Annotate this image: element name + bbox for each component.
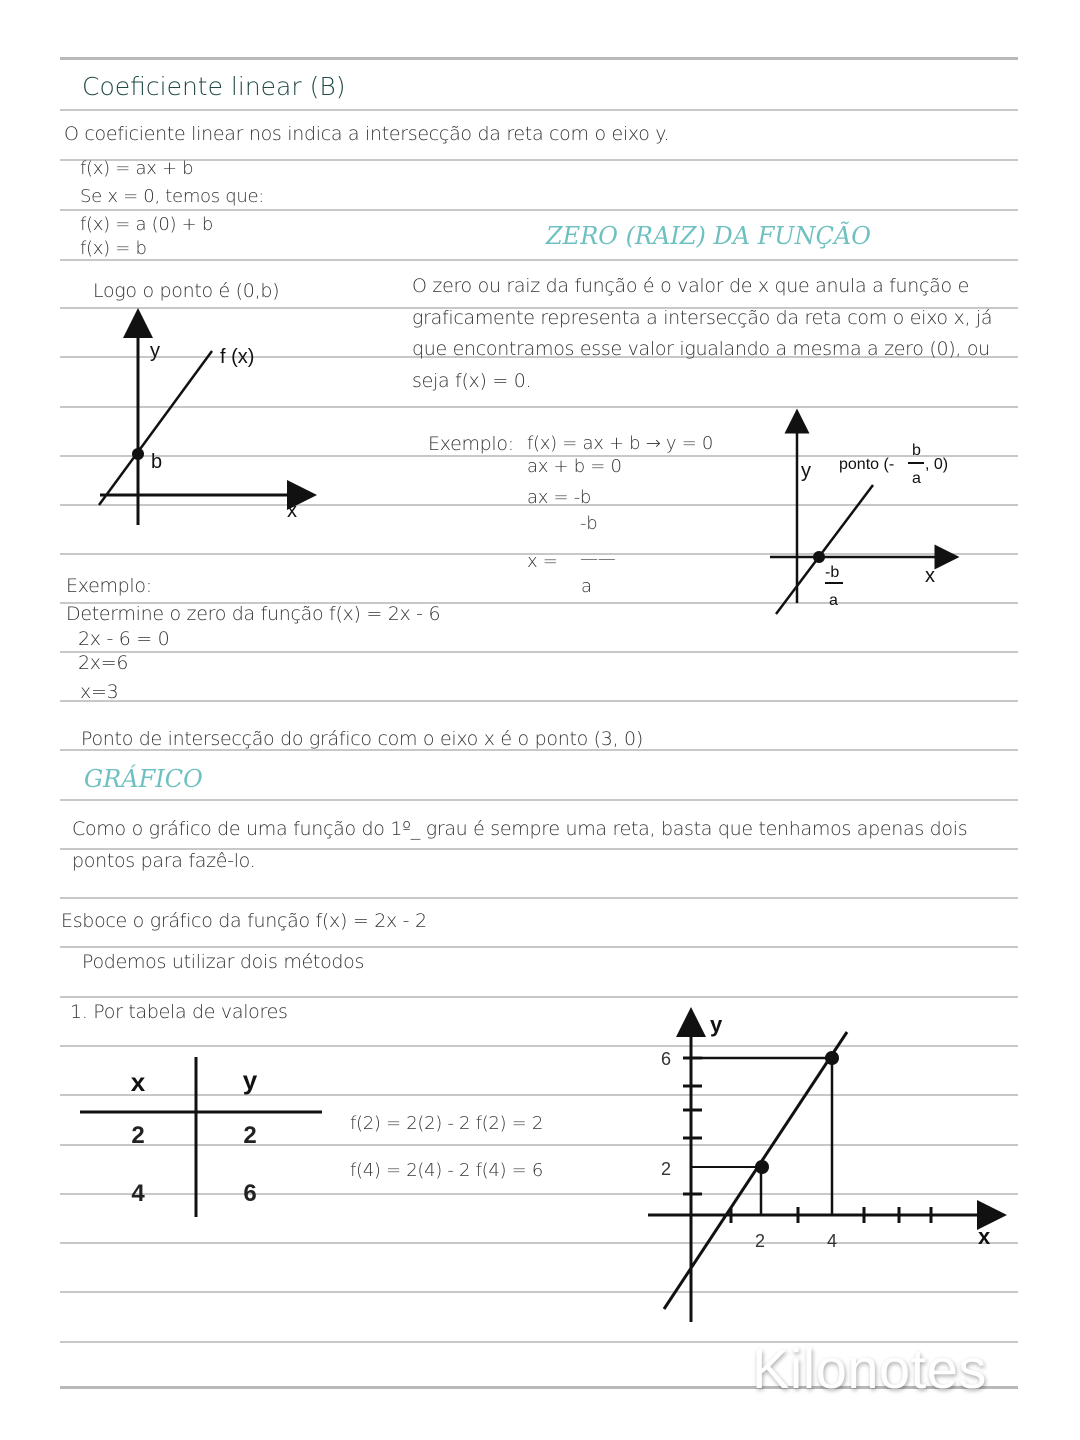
b-label: b [151, 451, 163, 473]
example-step-1: 2x - 6 = 0 [78, 628, 170, 650]
point-frac-num: b [912, 442, 921, 459]
section-title-linear: Coeficiente linear (B) [82, 72, 346, 101]
x-axis-label: x [925, 565, 935, 587]
zero-frac-bar: —— [580, 548, 616, 569]
graph-paragraph-1: Como o gráfico de uma função do 1º_ grau é sempre uma reta, basta que tenhamos apenas dois [72, 818, 968, 840]
y-axis-label: y [801, 460, 811, 482]
zero-frac-numerator: -b [580, 513, 598, 534]
graph-method-1: 1. Por tabela de valores [70, 1001, 288, 1023]
example-step-3: x=3 [80, 681, 119, 703]
linear-point-text: Logo o ponto é (0,b) [93, 280, 280, 302]
point-text-prefix: ponto (- [839, 456, 895, 473]
zero-step-3: ax = -b [527, 487, 592, 508]
example-label: Exemplo: [66, 575, 152, 597]
zero-paragraph-2: graficamente representa a intersecção da reta com o eixo x, já [412, 307, 993, 329]
ruled-line [60, 897, 1018, 899]
graph-methods: Podemos utilizar dois métodos [82, 951, 365, 973]
point-frac-den: a [912, 470, 921, 487]
graph-exercise: Esboce o gráfico da função f(x) = 2x - 2 [61, 910, 427, 932]
linear-intro: O coeficiente linear nos indica a intersecção da reta com o eixo y. [64, 123, 670, 145]
ruled-line [60, 946, 1018, 948]
ruled-line [60, 799, 1018, 801]
zero-step-1: f(x) = ax + b → y = 0 [527, 433, 714, 454]
linear-line-3: f(x) = a (0) + b [80, 214, 213, 235]
table-cell: 2 [131, 1122, 145, 1149]
ruled-line [60, 109, 1018, 111]
example-step-2: 2x=6 [78, 652, 129, 674]
intercept-graph [90, 315, 320, 530]
ruled-line [60, 651, 1018, 653]
values-table [78, 1055, 328, 1220]
zero-paragraph-4: seja f(x) = 0. [412, 370, 532, 392]
calc-2: f(4) = 2(4) - 2 f(4) = 6 [350, 1160, 544, 1181]
ruled-line-top [60, 57, 1018, 60]
zero-step-2: ax + b = 0 [527, 456, 622, 477]
linear-line-4: f(x) = b [80, 238, 147, 259]
table-cell: 2 [243, 1122, 257, 1149]
section-title-zero: ZERO (RAIZ) DA FUNÇÃO [546, 222, 871, 250]
plot-y-tick-6: 6 [661, 1049, 672, 1069]
ruled-line [60, 209, 1018, 211]
plot-x-tick-4: 4 [827, 1231, 838, 1251]
y-axis-label: y [150, 340, 160, 362]
plot-x-label: x [978, 1224, 991, 1249]
zero-paragraph-1: O zero ou raiz da função é o valor de x que anula a função e [412, 275, 969, 297]
plot-y-label: y [710, 1012, 723, 1037]
calc-1: f(2) = 2(2) - 2 f(2) = 2 [350, 1113, 544, 1134]
point-text-suffix: , 0) [925, 456, 949, 473]
table-cell: 6 [243, 1180, 257, 1207]
table-header-y: y [242, 1065, 258, 1095]
root-num: -b [825, 564, 840, 581]
example-prompt: Determine o zero da função f(x) = 2x - 6 [66, 603, 441, 625]
ruled-line [60, 700, 1018, 702]
x-axis-label: x [287, 500, 297, 522]
graph-paragraph-2: pontos para fazê-lo. [72, 850, 256, 872]
table-header-x: x [130, 1067, 146, 1097]
watermark: Kilonotes [752, 1337, 987, 1400]
zero-frac-denominator: a [581, 576, 592, 597]
linear-plot [640, 1010, 1020, 1330]
ruled-line [60, 259, 1018, 261]
root-graph [765, 415, 995, 620]
section-title-graph: GRÁFICO [84, 765, 203, 793]
plot-y-tick-2: 2 [661, 1159, 672, 1179]
zero-frac-lhs: x = [527, 551, 558, 572]
linear-line-1: f(x) = ax + b [80, 158, 194, 179]
ruled-line [60, 159, 1018, 161]
ruled-line [60, 996, 1018, 998]
linear-line-2: Se x = 0, temos que: [80, 186, 265, 207]
table-cell: 4 [131, 1180, 145, 1207]
root-den: a [829, 592, 838, 609]
plot-x-tick-2: 2 [755, 1231, 766, 1251]
fx-label: f (x) [220, 346, 255, 368]
zero-example-label: Exemplo: [428, 433, 514, 455]
zero-paragraph-3: que encontramos esse valor igualando a mesma a zero (0), ou [412, 338, 990, 360]
example-conclusion: Ponto de intersecção do gráfico com o eixo x é o ponto (3, 0) [81, 728, 643, 750]
